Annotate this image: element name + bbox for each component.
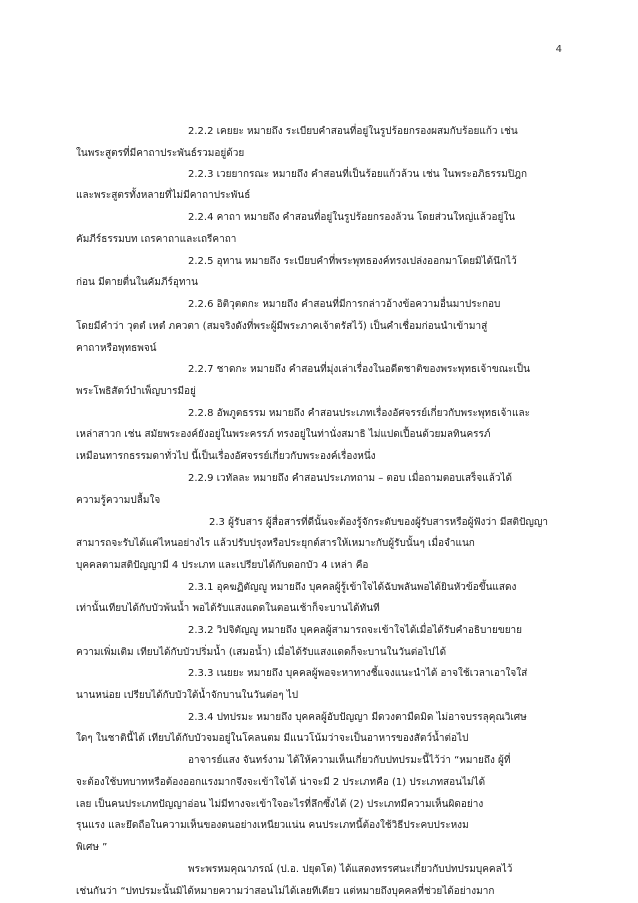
text-line: ในพระสูตรที่มีคาถาประพันธ์รวมอยู่ด้วย (76, 148, 245, 159)
text-line: พระพรหมคุณาภรณ์ (ป.อ. ปยุตโต) ได้แสดงทรรศนะเกี่ยวกับปทปรมบุคคลไว้ (188, 864, 513, 875)
text-line: อาจารย์แสง จันทร์งาม ได้ให้ความเห็นเกี่ยวกับปทปรมะนี้ไว้ว่า “หมายถึง ผู้ที่ (188, 755, 511, 766)
text-line: เหมือนทารกธรรมดาทั่วไป นี้เป็นเรื่องอัศจรรย์เกี่ยวกับพระองค์เรื่องหนึ่ง (76, 451, 376, 462)
text-line: โดยมีคำว่า วุตตํ เหตํ ภควตา (สมจริงดังที่พระผู้มีพระภาคเจ้าตรัสไว้) เป็นคำเชื่อมก่อนนำเข้ามาสู่ (76, 321, 488, 332)
text-line: บุคคลตามสติปัญญามี 4 ประเภท และเปรียบได้กับดอกบัว 4 เหล่า คือ (76, 560, 369, 571)
text-line: พระโพธิสัตว์บำเพ็ญบารมีอยู่ (76, 386, 196, 397)
text-line: 2.3 ผู้รับสาร ผู้สื่อสารที่ดีนั้นจะต้องรู้จักระดับของผู้รับสารหรือผู้ฟังว่า มีสติปัญญา (209, 517, 549, 528)
text-line: 2.2.7 ชาดกะ หมายถึง คำสอนที่มุ่งเล่าเรื่องในอดีตชาติของพระพุทธเจ้าขณะเป็น (188, 364, 530, 375)
text-line: 2.3.2 วิปจิตัญญู หมายถึง บุคคลผู้สามารถจะเข้าใจได้เมื่อได้รับคำอธิบายขยาย (188, 625, 523, 636)
text-line: 2.2.9 เวทัลละ หมายถึง คำสอนประเภทถาม – ตอบ เมื่อถามตอบเสร็จแล้วได้ (188, 473, 513, 484)
text-line: 2.2.6 อิติวุตตกะ หมายถึง คำสอนที่มีการกล่าวอ้างข้อความอื่นมาประกอบ (188, 299, 501, 310)
text-line: รุนแรง และยึดถือในความเห็นของตนอย่างเหนียวแน่น คนประเภทนี้ต้องใช้วิธีประคบประหงม (76, 820, 469, 831)
text-line: 2.2.4 คาถา หมายถึง คำสอนที่อยู่ในรูปร้อยกรองล้วน โดยส่วนใหญ่แล้วอยู่ใน (188, 212, 516, 223)
text-line: 2.2.2 เคยยะ หมายถึง ระเบียบคำสอนที่อยู่ในรูปร้อยกรองผสมกับร้อยแก้ว เช่น (188, 126, 518, 137)
text-line: นานหน่อย เปรียบได้กับบัวใต้น้ำจักบานในวันต่อๆ ไป (76, 690, 299, 701)
text-line: พิเศษ ” (76, 842, 108, 853)
text-line: สามารถจะรับได้แค่ไหนอย่างไร แล้วปรับปรุงหรือประยุกต์สารให้เหมาะกับผู้รับนั้นๆ เมื่อจำแนก (76, 538, 475, 549)
text-line: 2.2.8 อัพภูตธรรม หมายถึง คำสอนประเภทเรื่องอัศจรรย์เกี่ยวกับพระพุทธเจ้าและ (188, 408, 530, 419)
text-line: คัมภีร์ธรรมบท เถรคาถาและเถรีคาถา (76, 234, 237, 245)
text-line: 2.3.3 เนยยะ หมายถึง บุคคลผู้พอจะหาทางชี้แจงแนะนำได้ อาจใช้เวลาเอาใจใส่ (188, 668, 528, 679)
text-line: 2.2.3 เวยยากรณะ หมายถึง คำสอนที่เป็นร้อยแก้วล้วน เช่น ในพระอภิธรรมปิฎก (188, 169, 527, 180)
page-number: 4 (555, 44, 562, 55)
text-line: 2.3.1 อุคฆฏิตัญญู หมายถึง บุคคลผู้รู้เข้าใจได้ฉับพลันพอได้ยินหัวข้อขึ้นแสดง (188, 582, 517, 593)
text-line: 2.3.4 ปทปรมะ หมายถึง บุคคลผู้อับปัญญา มีดวงตามืดมิด ไม่อาจบรรลุคุณวิเศษ (188, 712, 527, 723)
text-line: ใดๆ ในชาตินี้ได้ เทียบได้กับบัวจมอยู่ในโคลนตม มีแนวโน้มว่าจะเป็นอาหารของสัตว์น้ำต่อไป (76, 733, 469, 744)
text-line: คาถาหรือพุทธพจน์ (76, 343, 157, 354)
text-line: 2.2.5 อุทาน หมายถึง ระเบียบคำที่พระพุทธองค์ทรงเปล่งออกมาโดยมิได้นึกไว้ (188, 256, 517, 267)
text-line: ความรู้ความปลื้มใจ (76, 495, 161, 506)
text-line: เลย เป็นคนประเภทปัญญาอ่อน ไม่มีทางจะเข้าใจอะไรที่ลึกซึ้งได้ (2) ประเภทมีความเห็นผิดอย่าง (76, 799, 484, 810)
text-line: และพระสูตรทั้งหลายที่ไม่มีคาถาประพันธ์ (76, 190, 251, 201)
text-line: ความเพิ่มเติม เทียบได้กับบัวปริ่มน้ำ (เสมอน้ำ) เมื่อได้รับแสงแดดก็จะบานในวันต่อไปได้ (76, 647, 447, 658)
text-line: เท่านั้นเทียบได้กับบัวพ้นน้ำ พอได้รับแสงแดดในตอนเช้าก็จะบานได้ทันที (76, 603, 380, 614)
text-line: จะต้องใช้บทบาทหรือต้องออกแรงมากจึงจะเข้าใจได้ น่าจะมี 2 ประเภทคือ (1) ประเภทสอนไม่ได้ (76, 777, 486, 788)
text-line: ก่อน มีตายตื่นในคัมภีร์อุทาน (76, 277, 198, 288)
text-line: เช่นกันว่า “ปทปรมะนั้นมิได้หมายความว่าสอนไม่ได้เลยทีเดียว แต่หมายถึงบุคคลที่ช่วยได้อย่างมาก (76, 886, 495, 897)
text-line: เหล่าสาวก เช่น สมัยพระองค์ยังอยู่ในพระครรภ์ ทรงอยู่ในท่านั่งสมาธิ ไม่แปดเปื้อนด้วยมลทินครรภ์ (76, 429, 491, 440)
